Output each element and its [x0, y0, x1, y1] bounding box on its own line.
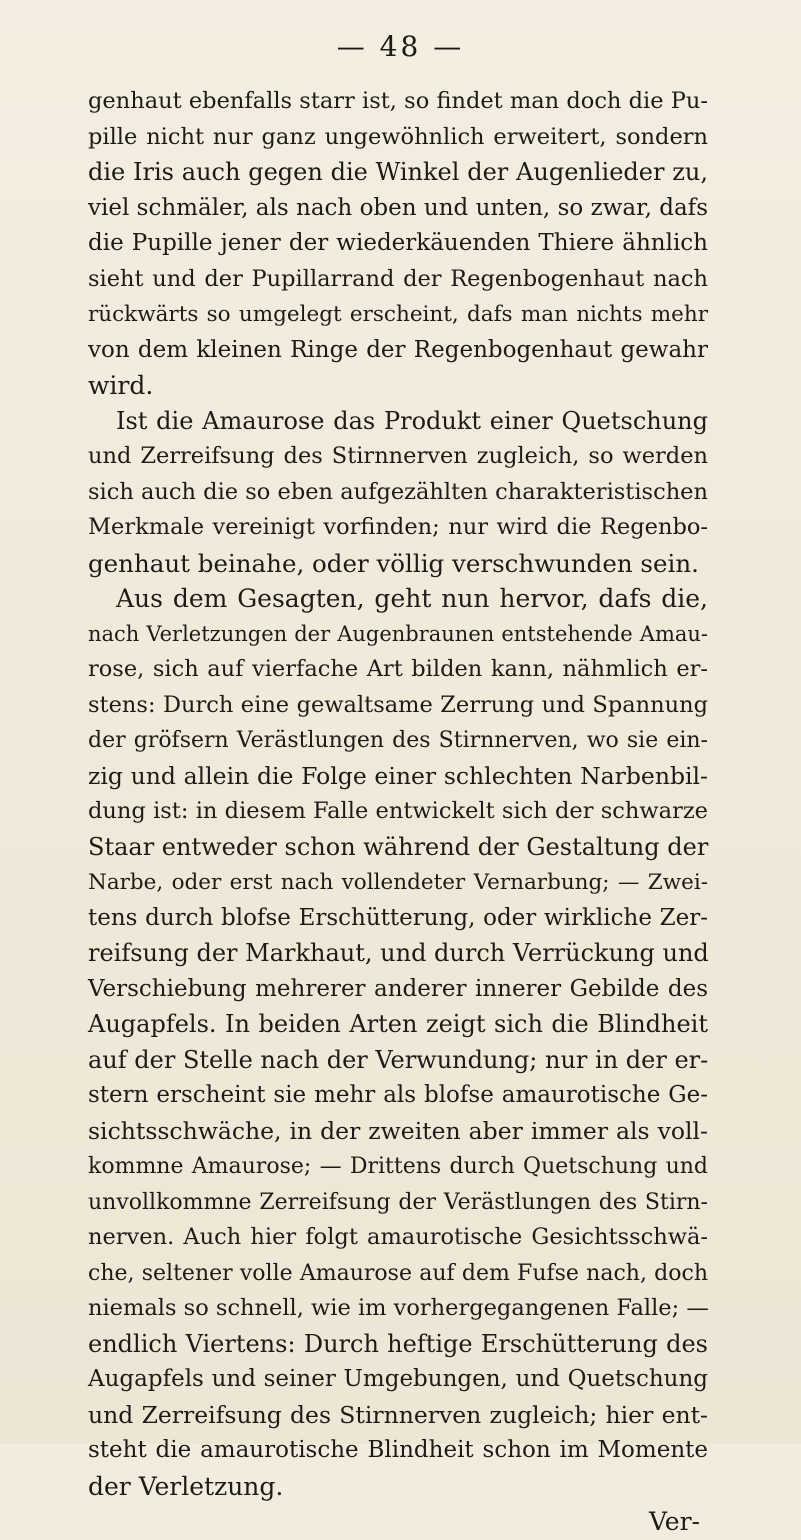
text-line: endlich Viertens: Durch heftige Erschütterung des	[88, 1329, 708, 1358]
text-line: der Verletzung.	[88, 1471, 284, 1501]
body-text	[88, 84, 708, 1540]
text-line: die Iris auch gegen die Winkel der Augenlieder zu,	[88, 158, 708, 186]
text-line: tens durch blofse Erschütterung, oder wirkliche Zer-	[88, 904, 708, 931]
text-line: Verschiebung mehrerer anderer innerer Gebilde des	[88, 975, 708, 1002]
text-line: kommne Amaurose; — Drittens durch Quetschung und	[88, 1154, 708, 1179]
text-line: rose, sich auf vierfache Art bilden kann, nähmlich er-	[88, 656, 708, 682]
text-line: Augapfels. In beiden Arten zeigt sich die Blindheit	[88, 1010, 708, 1038]
text-line: von dem kleinen Ringe der Regenbogenhaut gewahr	[88, 336, 708, 363]
text-line: und Zerreifsung des Stirnnerven zugleich, so werden	[88, 443, 708, 469]
text-line: stens: Durch eine gewaltsame Zerrung und Spannung	[88, 691, 708, 718]
text-line: genhaut beinahe, oder völlig verschwunden sein.	[88, 548, 699, 578]
text-line: dung ist: in diesem Falle entwickelt sich der schwarze	[88, 798, 708, 824]
text-line: genhaut ebenfalls starr ist, so findet man doch die Pu-	[88, 88, 708, 114]
text-line: wird.	[88, 371, 154, 400]
text-line: Staar entweder schon während der Gestaltung der	[88, 832, 709, 861]
text-line: rückwärts so umgelegt erscheint, dafs man nichts mehr	[88, 302, 708, 327]
text-line: niemals so schnell, wie im vorhergegangenen Falle; —	[88, 1295, 709, 1321]
text-line: und Zerreifsung des Stirnnerven zugleich; hier ent-	[88, 1400, 708, 1429]
text-line: die Pupille jener der wiederkäuenden Thiere ähnlich	[88, 230, 708, 256]
text-line: sieht und der Pupillarrand der Regenbogenhaut nach	[88, 265, 708, 292]
text-line: sichtsschwäche, in der zweiten aber immer als voll-	[88, 1116, 708, 1145]
catchword: Ver-	[649, 1507, 700, 1536]
text-line: viel schmäler, als nach oben und unten, so zwar, dafs	[88, 194, 708, 221]
text-line: che, seltener volle Amaurose auf dem Fufse nach, doch	[88, 1260, 708, 1286]
paragraph-start-line: Aus dem Gesagten, geht nun hervor, dafs die,	[116, 584, 708, 613]
text-line: unvollkommne Zerreifsung der Verästlungen des Stirn-	[88, 1189, 708, 1215]
text-line: reifsung der Markhaut, und durch Verrückung und	[88, 939, 709, 967]
text-line: Narbe, oder erst nach vollendeter Vernarbung; — Zwei-	[88, 870, 708, 895]
text-line: steht die amaurotische Blindheit schon im Momente	[88, 1437, 708, 1463]
text-line: zig und allein die Folge einer schlechten Narbenbil-	[88, 761, 708, 790]
text-line: stern erscheint sie mehr als blofse amaurotische Ge-	[88, 1082, 708, 1108]
text-line: sich auch die so eben aufgezählten charakteristischen	[88, 478, 708, 505]
text-line: der gröfsern Verästlungen des Stirnnerven, wo sie ein-	[88, 728, 708, 753]
paragraph-start-line: Ist die Amaurose das Produkt einer Quetschung	[116, 406, 708, 435]
text-line: auf der Stelle nach der Verwundung; nur in der er-	[88, 1045, 709, 1074]
text-line: Merkmale vereinigt vorfinden; nur wird die Regenbo-	[88, 514, 708, 540]
text-line: nach Verletzungen der Augenbraunen entstehende Amau-	[88, 621, 708, 646]
text-line: Augapfels und seiner Umgebungen, und Quetschung	[88, 1366, 708, 1392]
page-number: — 48 —	[336, 30, 465, 63]
text-line: pille nicht nur ganz ungewöhnlich erweitert, sondern	[88, 123, 708, 150]
text-line: nerven. Auch hier folgt amaurotische Gesichtsschwä-	[88, 1224, 708, 1250]
